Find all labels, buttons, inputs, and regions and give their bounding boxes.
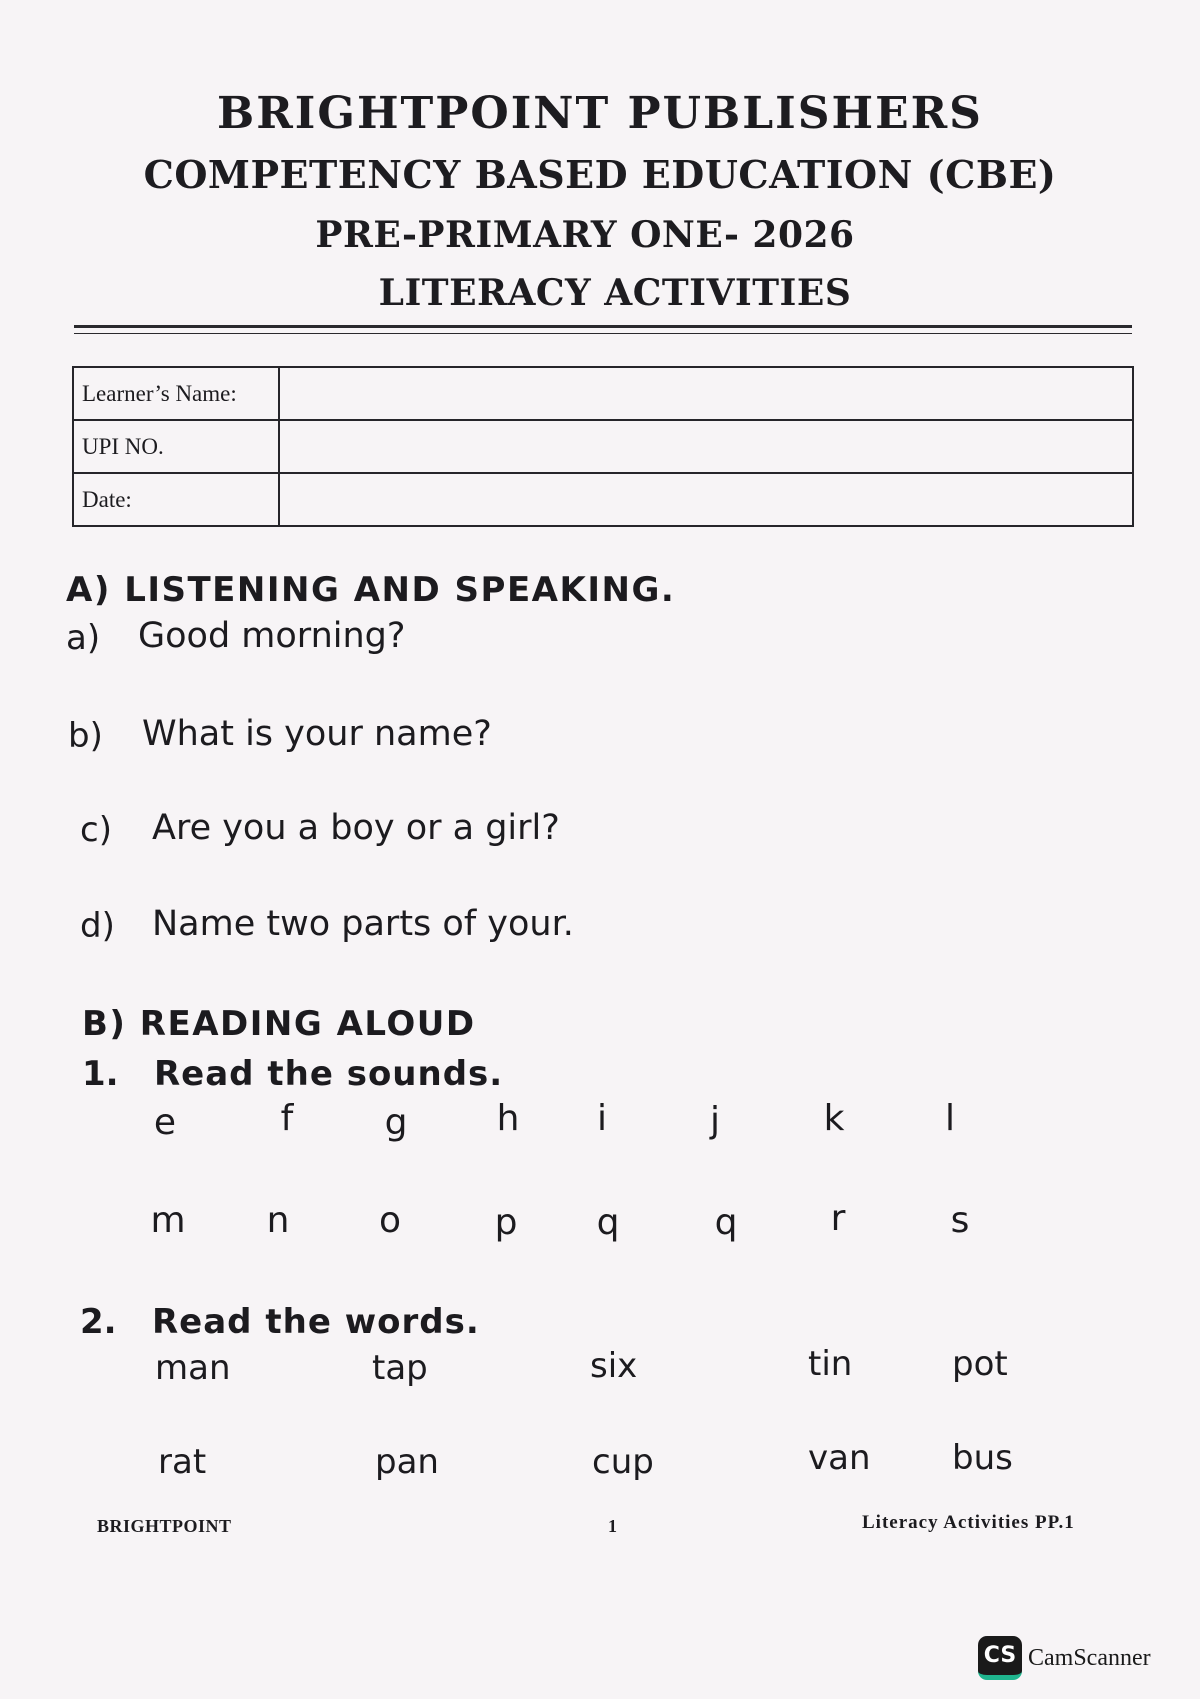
header-divider-thick (74, 325, 1132, 328)
reading-word: pan (375, 1442, 439, 1482)
sound-letter: m (150, 1200, 186, 1241)
upi-number-field[interactable] (279, 420, 1133, 473)
reading-word: van (808, 1438, 871, 1478)
question-text: Good morning? (138, 616, 406, 656)
camscanner-label: CamScanner (1028, 1644, 1151, 1671)
footer-page-number: 1 (608, 1516, 617, 1536)
table-row (73, 367, 1133, 420)
section-b-title: B) READING ALOUD (82, 1004, 476, 1044)
learner-name-label: Learner’s Name: (73, 367, 279, 420)
sound-letter: r (830, 1198, 846, 1239)
item-2-number: 2. (80, 1302, 117, 1342)
reading-word: rat (158, 1442, 207, 1482)
question-label: b) (68, 716, 103, 756)
sound-letter: j (709, 1100, 720, 1141)
sound-letter: e (153, 1102, 177, 1143)
reading-word: pot (952, 1344, 1008, 1384)
table-row (73, 420, 1133, 473)
reading-word: tap (372, 1348, 428, 1388)
reading-word: man (155, 1348, 231, 1388)
date-field[interactable] (279, 473, 1133, 526)
sound-letter: q (596, 1202, 620, 1243)
sound-letter: l (944, 1098, 955, 1139)
sound-letter: f (280, 1098, 294, 1139)
question-label: d) (80, 906, 115, 946)
sound-letter: k (823, 1098, 845, 1139)
footer-document-title: Literacy Activities PP.1 (862, 1512, 1075, 1533)
learner-name-field[interactable] (279, 367, 1133, 420)
section-a-title: A) LISTENING AND SPEAKING. (66, 570, 676, 610)
sound-letter: n (266, 1200, 290, 1241)
sound-letter: p (494, 1202, 518, 1243)
camscanner-logo-icon: CS (978, 1636, 1022, 1680)
reading-word: tin (808, 1344, 853, 1384)
reading-word: bus (952, 1438, 1013, 1478)
footer-brand: BRIGHTPOINT (97, 1516, 232, 1536)
question-label: a) (66, 618, 101, 658)
question-text: What is your name? (142, 714, 492, 754)
sound-letter: o (378, 1200, 402, 1241)
reading-word: six (590, 1346, 638, 1386)
header-divider-thin (74, 333, 1132, 334)
item-1-number: 1. (82, 1054, 119, 1094)
grade-title: PRE-PRIMARY ONE- 2026 (315, 214, 855, 256)
learner-details-table (72, 366, 1134, 527)
upi-number-label: UPI NO. (73, 420, 279, 473)
sound-letter: g (384, 1102, 408, 1143)
question-text: Name two parts of your. (152, 904, 574, 944)
sound-letter: i (596, 1098, 607, 1139)
subject-title: LITERACY ACTIVITIES (378, 272, 852, 314)
question-text: Are you a boy or a girl? (152, 808, 560, 848)
date-label: Date: (73, 473, 279, 526)
sound-letter: q (714, 1202, 738, 1243)
item-2-title: Read the words. (152, 1302, 480, 1342)
item-1-title: Read the sounds. (154, 1054, 504, 1094)
question-label: c) (80, 810, 112, 850)
reading-word: cup (592, 1442, 654, 1482)
sound-letter: h (496, 1098, 520, 1139)
program-title: COMPETENCY BASED EDUCATION (CBE) (143, 152, 1057, 197)
publisher-title: BRIGHTPOINT PUBLISHERS (217, 88, 983, 139)
sound-letter: s (950, 1200, 970, 1241)
table-row (73, 473, 1133, 526)
camscanner-watermark (978, 1636, 1151, 1680)
